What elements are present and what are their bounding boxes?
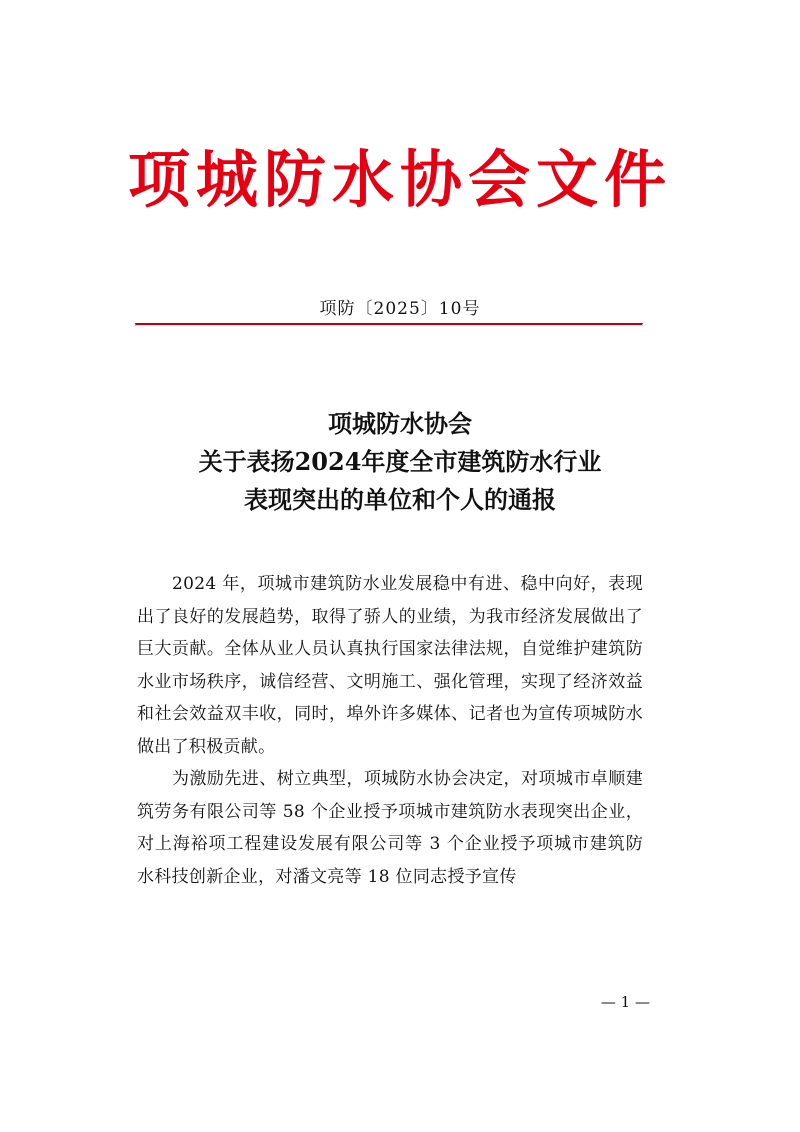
title-line-organization: 项城防水协会 xyxy=(328,409,472,438)
document-masthead: 项城防水协会文件 xyxy=(127,143,672,216)
document-number: 项防〔2025〕10号 xyxy=(319,299,481,319)
body-paragraph: 2024 年，项城市建筑防水业发展稳中有进、稳中向好，表现出了良好的发展趋势，取得了骄人的业绩，为我市经济发展做出了巨大贡献。全体从业人员认真执行国家法律法规，自觉维护建筑防水业市场秩序，诚信经营、文明施工、强化管理，实现了经济效益和社会效益双丰收，同时，埠外许多媒体、记者也为宣传项城防水做出了积极贡献。 xyxy=(137,574,643,757)
title-line-subject-continued: 表现突出的单位和个人的通报 xyxy=(244,485,556,514)
page-number: — 1 — xyxy=(600,993,650,1011)
document-title xyxy=(0,405,800,519)
body-paragraph: 为激励先进、树立典型，项城防水协会决定，对项城市卓顺建筑劳务有限公司等 58 个企业授予项城市建筑防水表现突出企业，对上海裕项工程建设发展有限公司等 3 个企业授予项城市建筑防水科技创新企业，对潘文亮等 18 位同志授予宣传 xyxy=(137,769,643,887)
document-body xyxy=(137,568,643,893)
header-divider-line xyxy=(135,323,643,326)
title-line-subject: 关于表扬2024年度全市建筑防水行业 xyxy=(198,447,602,476)
